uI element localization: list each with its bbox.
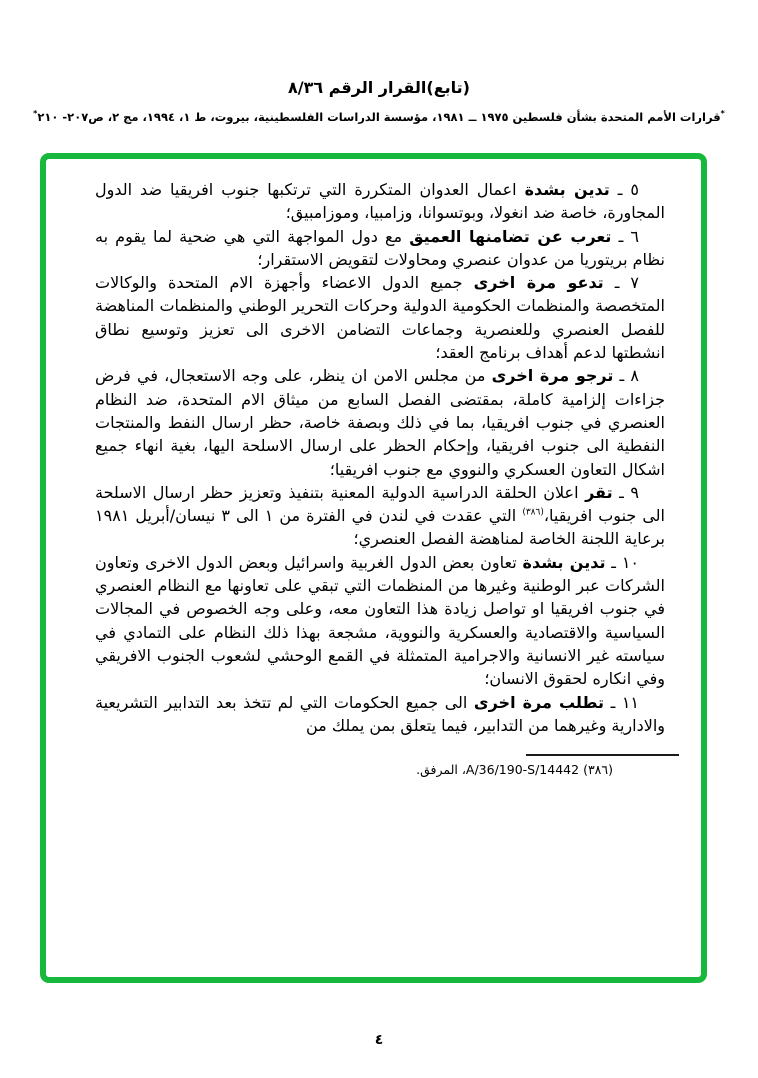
paragraph-lead: تدعو مرة اخرى bbox=[473, 273, 604, 293]
paragraph-10 bbox=[95, 551, 665, 691]
paragraph-lead: تدين بشدة bbox=[522, 552, 606, 572]
footnote bbox=[95, 762, 613, 777]
paragraph-8 bbox=[95, 364, 665, 480]
paragraph-text: تعاون بعض الدول الغربية واسرائيل وبعض الدول الاخرى وتعاون الشركات عبر الوطنية وغيرها من المنظمات التي تبقي على تعاونها مع النظام العنصري في جنوب افريقيا او تواصل زيادة هذا التعاون معه، وعلى وجه الخصوص في المجالات السياسية والاقتصادية والعسكرية والنووية، مشجعة بهذا ذلك النظام على التمادي في سياسته غير الانسانية والاجرامية المتمثلة في القمع الوحشي لشعوب الجنوب الافريقي وفي انكاره لحقوق الانسان؛ bbox=[95, 552, 665, 689]
paragraph-number: ٨ ـ bbox=[619, 366, 639, 386]
paragraph-text: من مجلس الامن ان ينظر، على وجه الاستعجال، في فرض جزاءات إلزامية كاملة، بمقتضى الفصل السابع من ميثاق الام المتحدة، ضد النظام العنصري في جنوب افريقيا، بما في ذلك وبصفة خاصة، حظر ارسال النفط والمنتجات النفطية الى جنوب افريقيا، وإحكام الحظر على ارسال الاسلحة اليها، بغية انهاء جميع اشكال التعاون العسكري والنووي مع جنوب افريقيا؛ bbox=[95, 366, 665, 479]
paragraph-9 bbox=[95, 481, 665, 551]
footnote-suffix: ، المرفق. bbox=[416, 762, 466, 778]
footnote-divider bbox=[526, 754, 679, 756]
paragraph-5 bbox=[95, 178, 665, 225]
paragraph-number: ١٠ ـ bbox=[611, 552, 640, 572]
paragraph-text-continued: التي عقدت في لندن في الفترة من ١ الى ٣ نيسان/أبريل ١٩٨١ برعاية اللجنة الخاصة لمناهضة الفصل العنصري؛ bbox=[95, 506, 665, 549]
paragraph-number: ٦ ـ bbox=[618, 226, 640, 246]
citation-text: قرارات الأمم المتحدة بشأن فلسطين ١٩٧٥ ــ ١٩٨١، مؤسسة الدراسات الفلسطينية، بيروت، ط ١، ١٩٩٤، مج ٢، ص٢٠٧- ٢١٠ bbox=[37, 109, 721, 124]
footnote-reference-marker: (٣٨٦) bbox=[522, 507, 544, 518]
paragraph-lead: تدين بشدة bbox=[524, 180, 610, 199]
highlight-box bbox=[40, 153, 707, 983]
footnote-document-reference: A/36/190-S/14442 bbox=[465, 762, 580, 778]
paragraph-number: ٥ ـ bbox=[617, 180, 639, 199]
paragraph-lead: تطلب مرة اخرى bbox=[473, 692, 604, 712]
paragraph-number: ١١ ـ bbox=[610, 692, 639, 712]
page-number: ٤ bbox=[374, 1032, 384, 1048]
citation-line bbox=[0, 109, 758, 124]
paragraph-7 bbox=[95, 271, 665, 364]
paragraph-number: ٧ ـ bbox=[614, 273, 639, 293]
paragraph-6 bbox=[95, 225, 665, 272]
citation-mark-end: * bbox=[33, 109, 38, 118]
paragraph-11 bbox=[95, 691, 665, 738]
paragraph-text: مع دول المواجهة التي هي ضحية لما يقوم به نظام بريتوريا من عدوان عنصري ومحاولات لتقويض الاستقرار؛ bbox=[95, 226, 665, 269]
resolution-title: (تابع)القرار الرقم ٨/٣٦ bbox=[288, 78, 470, 97]
paragraph-lead: ترجو مرة اخرى bbox=[491, 366, 614, 386]
paragraph-text: الى جميع الحكومات التي لم تتخذ بعد التدابير التشريعية والادارية وغيرهما من التدابير، فيما يتعلق بمن يملك من bbox=[95, 692, 665, 735]
resolution-body bbox=[95, 178, 665, 737]
paragraph-text: اعمال العدوان المتكررة التي ترتكبها جنوب افريقيا ضد الدول المجاورة، خاصة ضد انغولا، وبوتسوانا، وزامبيا، وموزامبيق؛ bbox=[95, 180, 665, 223]
paragraph-lead: تعرب عن تضامنها العميق bbox=[409, 226, 612, 246]
footnote-marker: (٣٨٦) bbox=[583, 762, 613, 778]
paragraph-lead: تقر bbox=[585, 482, 613, 502]
citation-mark-start: * bbox=[720, 109, 725, 118]
paragraph-text: اعلان الحلقة الدراسية الدولية المعنية بتنفيذ وتعزيز حظر ارسال الاسلحة الى جنوب افريقيا، bbox=[95, 482, 665, 526]
paragraph-number: ٩ ـ bbox=[619, 482, 640, 502]
paragraph-text: جميع الدول الاعضاء وأجهزة الام المتحدة والوكالات المتخصصة والمنظمات الحكومية الدولية وحركات التحرير الوطني والمنظمات المناهضة للفصل العنصري وللعنصرية وجماعات التضامن الاخرى الى تعزيز وتوسيع نطاق انشطتها لدعم أهداف برنامج العقد؛ bbox=[95, 273, 665, 363]
